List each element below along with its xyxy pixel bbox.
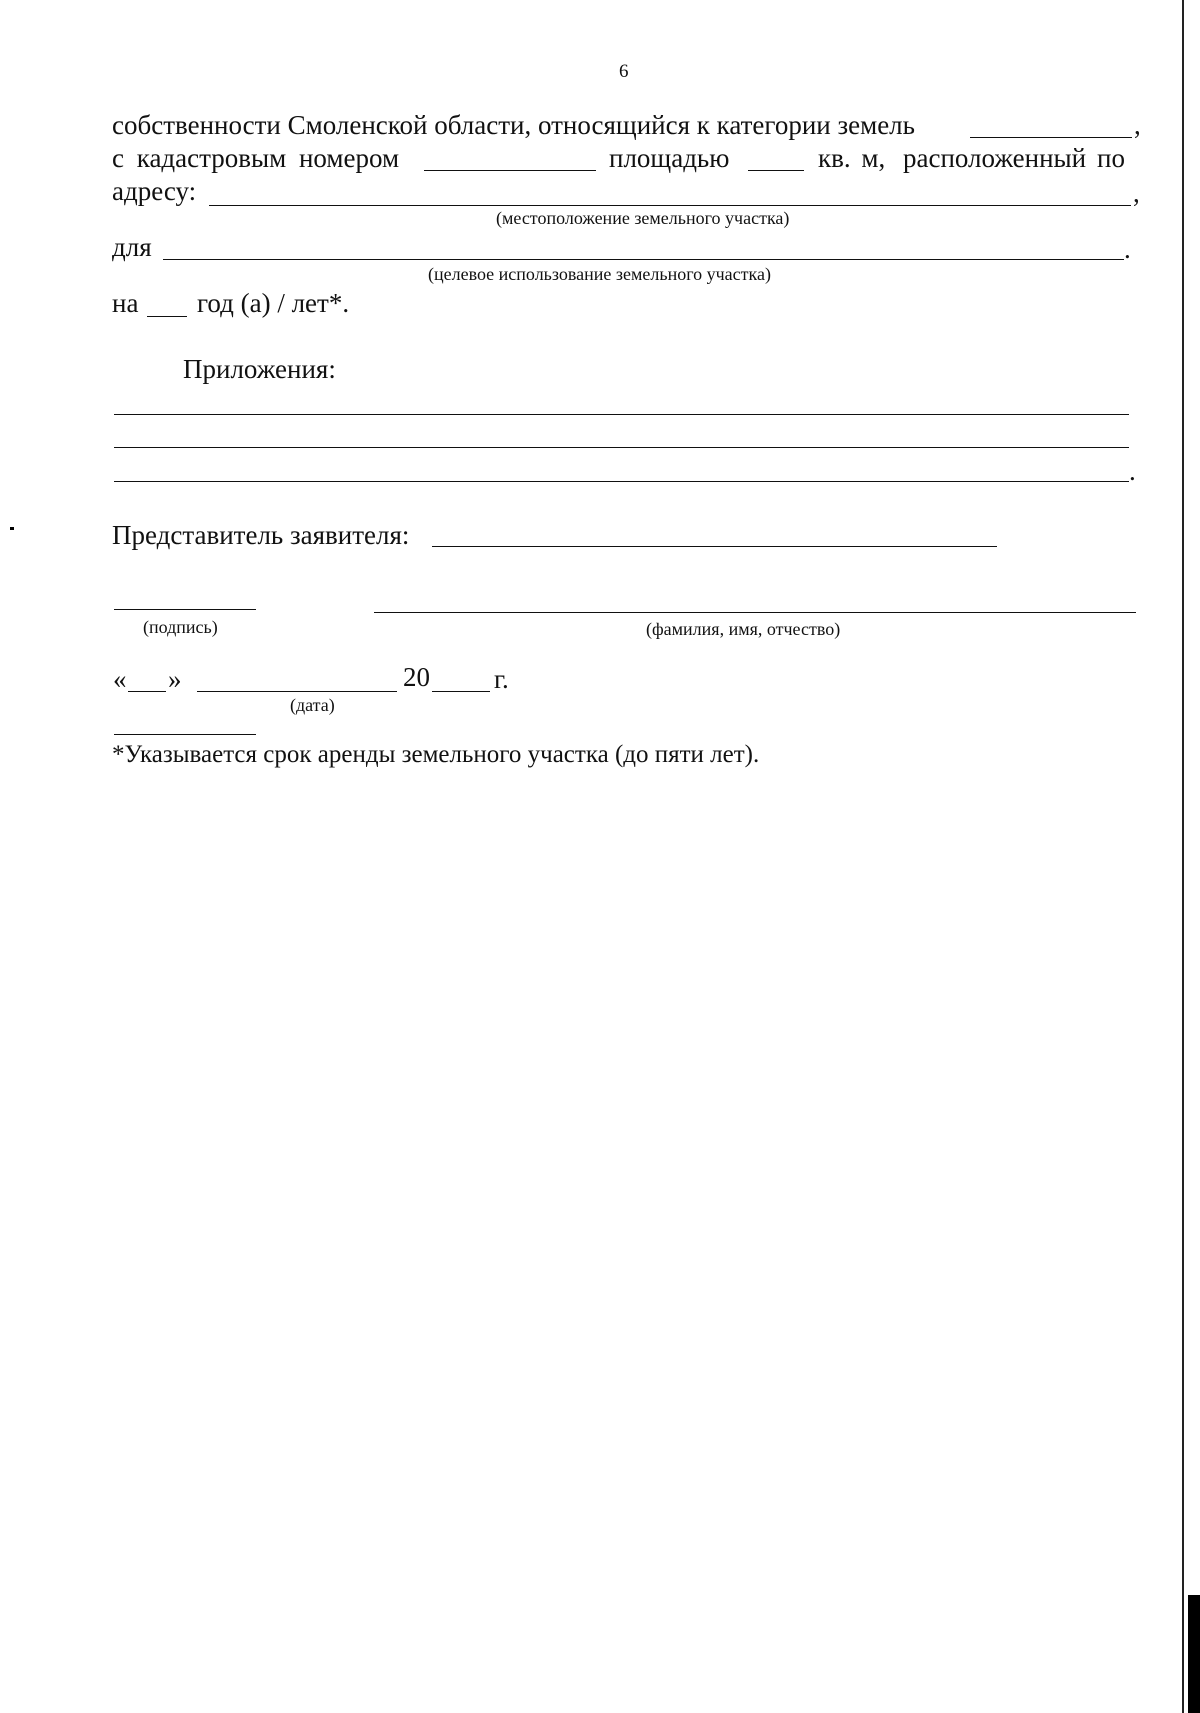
day-blank[interactable] <box>128 691 166 692</box>
attachments-heading: Приложения: <box>183 354 336 384</box>
signature-blank[interactable] <box>114 609 256 610</box>
attachment-line-3[interactable] <box>114 481 1129 482</box>
address-caption: (местоположение земельного участка) <box>496 208 790 228</box>
term-blank[interactable] <box>147 316 187 317</box>
full-name-blank[interactable] <box>374 612 1136 613</box>
address-blank[interactable] <box>209 205 1131 206</box>
area-blank[interactable] <box>748 170 804 171</box>
footnote-text: *Указывается срок аренды земельного участка (до пяти лет). <box>112 741 760 768</box>
signature-caption: (подпись) <box>143 617 218 637</box>
cadastral-number-blank[interactable] <box>424 170 596 171</box>
representative-label: Представитель заявителя: <box>112 520 410 550</box>
page-number: 6 <box>619 61 629 82</box>
month-blank[interactable] <box>197 691 397 692</box>
scan-edge-line <box>1182 0 1184 1713</box>
land-category-blank[interactable] <box>970 137 1132 138</box>
margin-dot <box>10 527 14 530</box>
land-category-text: собственности Смоленской области, относящийся к категории земель <box>112 110 915 140</box>
date-caption: (дата) <box>290 695 335 715</box>
purpose-caption: (целевое использование земельного участка) <box>428 264 771 284</box>
footnote-separator <box>114 734 256 735</box>
full-name-caption: (фамилия, имя, отчество) <box>646 619 841 639</box>
attachments-period: . <box>1129 456 1136 486</box>
date-close-quote: » <box>168 664 182 694</box>
date-open-quote: « <box>113 664 127 694</box>
year-suffix: г. <box>494 664 509 694</box>
purpose-blank[interactable] <box>163 259 1124 260</box>
purpose-label: для <box>112 232 152 262</box>
term-suffix: год (а) / лет*. <box>197 288 350 318</box>
scan-edge-bar <box>1188 1595 1200 1713</box>
line1-comma: , <box>1134 110 1141 140</box>
attachment-line-1[interactable] <box>114 414 1129 415</box>
year-blank[interactable] <box>432 691 490 692</box>
cadastral-label: с кадастровым номером <box>112 143 400 173</box>
term-prefix: на <box>112 288 139 318</box>
year-prefix: 20 <box>403 662 430 692</box>
area-label: площадью <box>609 143 730 173</box>
attachment-line-2[interactable] <box>114 447 1129 448</box>
by-word: по <box>1097 143 1125 173</box>
line4-period: . <box>1124 234 1131 264</box>
located-word: расположенный <box>903 143 1087 173</box>
area-units: кв. м, <box>818 143 886 173</box>
address-label: адресу: <box>112 176 197 206</box>
line3-comma: , <box>1133 178 1140 208</box>
representative-blank[interactable] <box>432 546 997 547</box>
